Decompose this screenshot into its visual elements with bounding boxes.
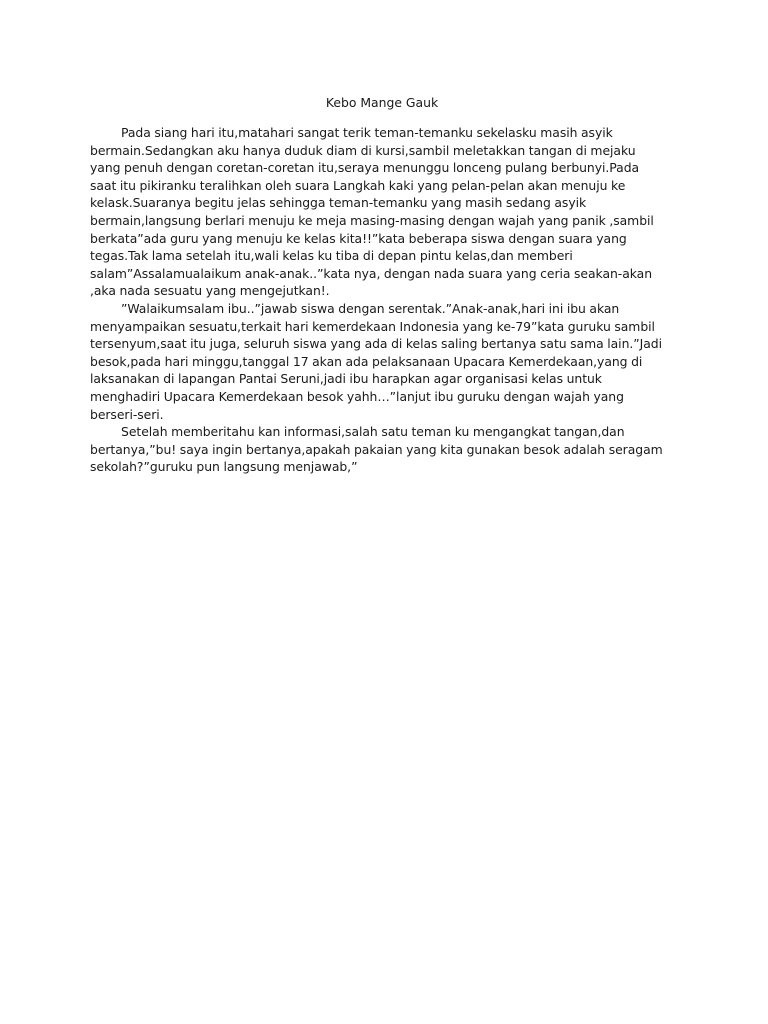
document-title: Kebo Mange Gauk — [325, 95, 439, 110]
paragraph-3: Setelah memberitahu kan informasi,salah satu teman ku mengangkat tangan,dan bertanya,”bu! saya ingin bertanya,apakah pakaian yang kita gunakan besok adalah seragam sekolah?”guruku pun langsung menjawab,” — [90, 424, 663, 475]
paragraph-1: Pada siang hari itu,matahari sangat terik teman-temanku sekelasku masih asyik bermain.Sedangkan aku hanya duduk diam di kursi,sambil meletakkan tangan di mejaku yang penuh dengan coretan-coretan itu,seraya menunggu lonceng pulang berbunyi.Pada saat itu pikiranku teralihkan oleh suara Langkah kaki yang pelan-pelan akan menuju ke kelask.Suaranya begitu jelas sehingga teman-temanku yang masih sedang asyik bermain,langsung berlari menuju ke meja masing-masing dengan wajah yang panik ,sambil berkata”ada guru yang menuju ke kelas kita!!”kata beberapa siswa dengan suara yang tegas.Tak lama setelah itu,wali kelas ku tiba di depan pintu kelas,dan memberi salam”Assalamualaikum anak-anak..”kata nya, dengan nada suara yang ceria seakan-akan ,aka nada sesuatu yang mengejutkan!. — [90, 125, 654, 299]
paragraph-2: ”Walaikumsalam ibu..”jawab siswa dengan serentak.”Anak-anak,hari ini ibu akan menyampaikan sesuatu,terkait hari kemerdekaan Indonesia yang ke-79”kata guruku sambil tersenyum,saat itu juga, seluruh siswa yang ada di kelas saling bertanya satu sama lain.”Jadi besok,pada hari minggu,tanggal 17 akan ada pelaksanaan Upacara Kemerdekaan,yang di laksanakan di lapangan Pantai Seruni,jadi ibu harapkan agar organisasi kelas untuk menghadiri Upacara Kemerdekaan besok yahh…”lanjut ibu guruku dengan wajah yang berseri-seri. — [90, 300, 662, 422]
